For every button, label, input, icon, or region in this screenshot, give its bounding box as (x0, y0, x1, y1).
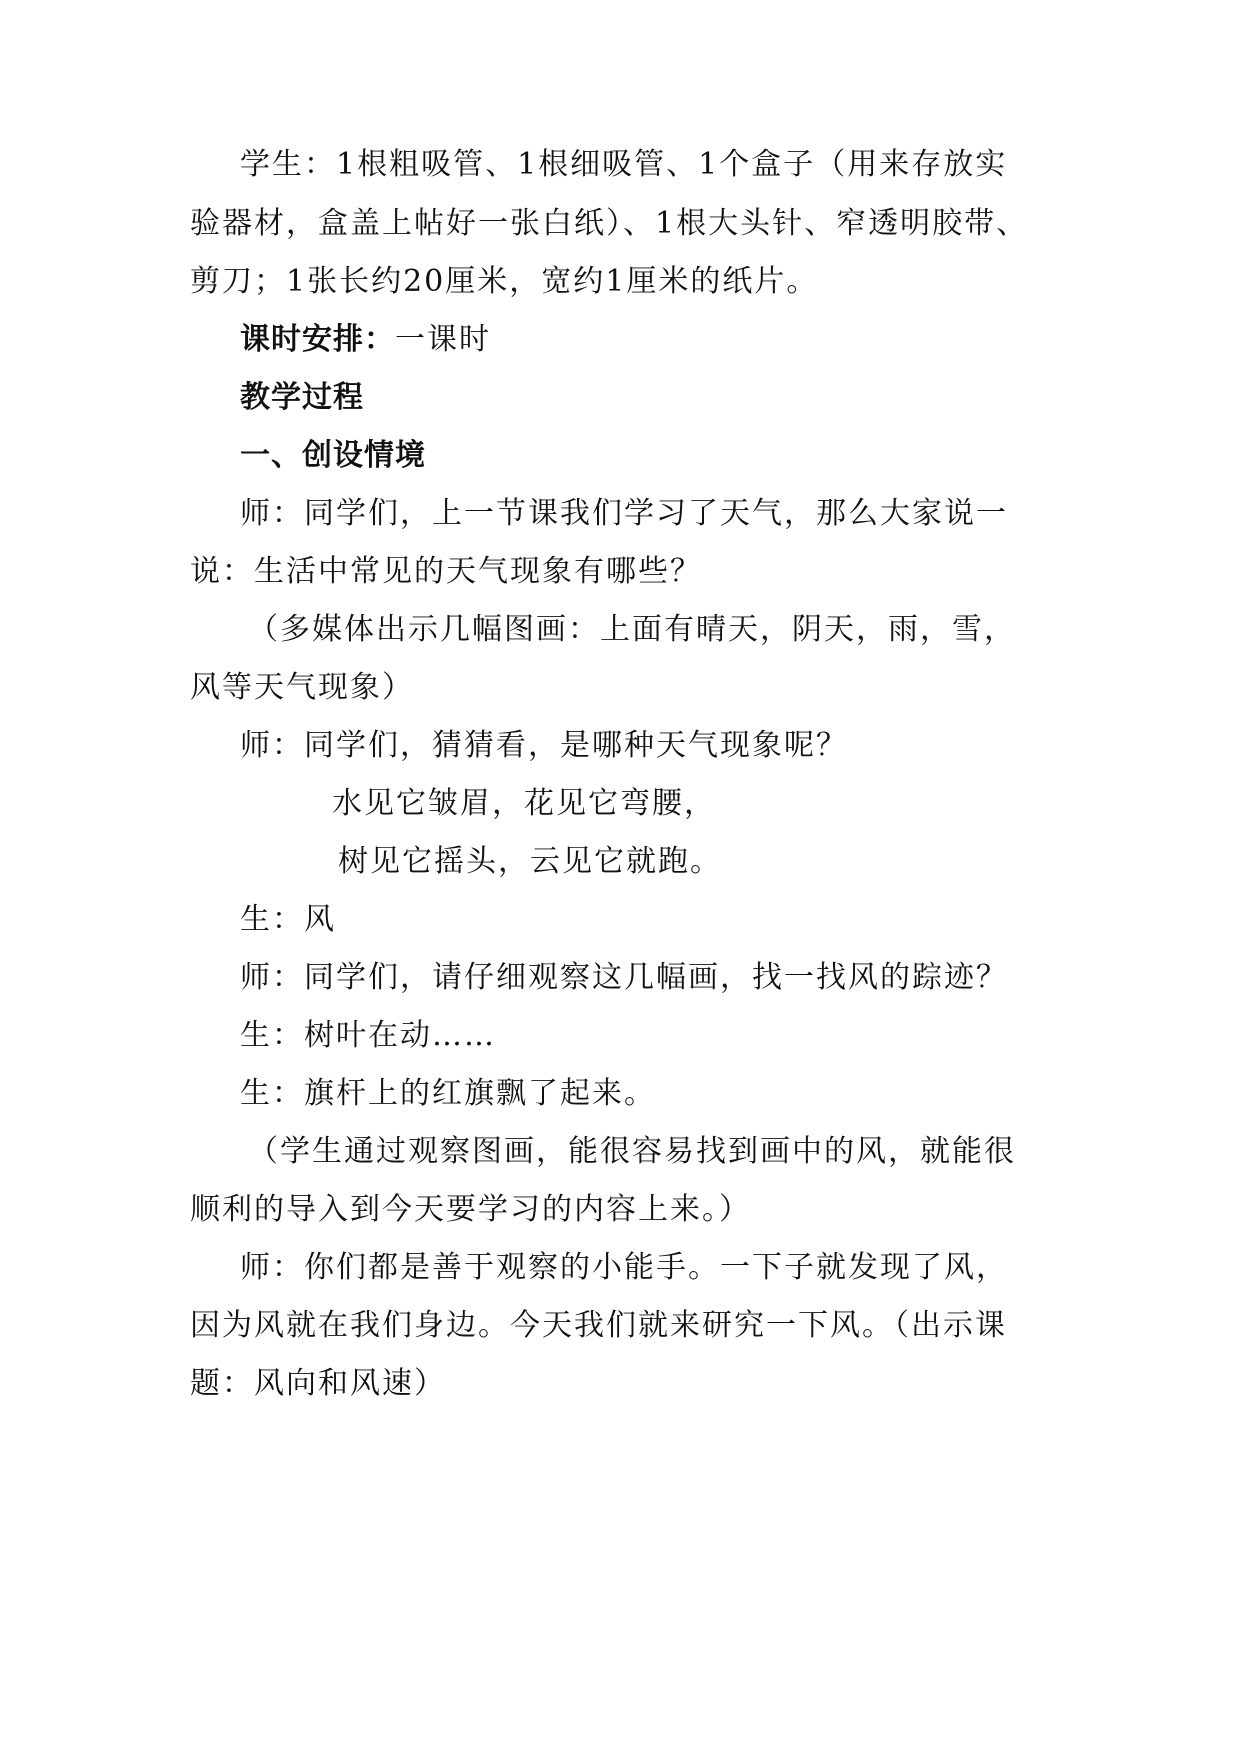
riddle-line-1: 水见它皱眉，花见它弯腰， (332, 786, 716, 821)
schedule-value: 一课时 (395, 322, 491, 357)
note-observe-line-2: 顺利的导入到今天要学习的内容上来。） (190, 1192, 751, 1227)
teacher-conclusion-line-1: 师：你们都是善于观察的小能手。一下子就发现了风， (240, 1250, 1008, 1285)
note-observe-line-1: （学生通过观察图画，能很容易找到画中的风，就能很 (248, 1134, 1016, 1169)
note-multimedia-line-1: （多媒体出示几幅图画：上面有晴天，阴天，雨，雪， (248, 612, 1016, 647)
teacher-question-1-line-1: 师：同学们，上一节课我们学习了天气，那么大家说一 (240, 496, 1008, 531)
materials-students-line-2: 验器材，盒盖上帖好一张白纸）、1根大头针、窄透明胶带、 (190, 206, 1029, 241)
section1-heading: 一、创设情境 (240, 438, 426, 473)
student-answer-3: 生：旗杆上的红旗飘了起来。 (240, 1076, 656, 1111)
teacher-question-2: 师：同学们，猜猜看，是哪种天气现象呢？ (240, 728, 848, 763)
note-multimedia-line-2: 风等天气现象） (190, 670, 414, 705)
process-heading: 教学过程 (240, 380, 364, 415)
student-answer-2: 生：树叶在动…… (240, 1018, 496, 1053)
teacher-question-3: 师：同学们，请仔细观察这几幅画，找一找风的踪迹？ (240, 960, 1008, 995)
teacher-question-1-line-2: 说：生活中常见的天气现象有哪些？ (190, 554, 702, 589)
teacher-conclusion-line-2: 因为风就在我们身边。今天我们就来研究一下风。（出示课 (190, 1308, 1007, 1343)
schedule-label: 课时安排： (240, 322, 395, 357)
materials-students-line-1: 学生：1根粗吸管、1根细吸管、1个盒子（用来存放实 (240, 147, 1008, 182)
teacher-conclusion-line-3: 题：风向和风速） (190, 1366, 446, 1401)
schedule-line (240, 320, 1120, 360)
riddle-line-2: 树见它摇头，云见它就跑。 (338, 844, 722, 879)
materials-students-line-3: 剪刀；1张长约20厘米，宽约1厘米的纸片。 (190, 264, 819, 299)
student-answer-1: 生：风 (240, 902, 336, 937)
